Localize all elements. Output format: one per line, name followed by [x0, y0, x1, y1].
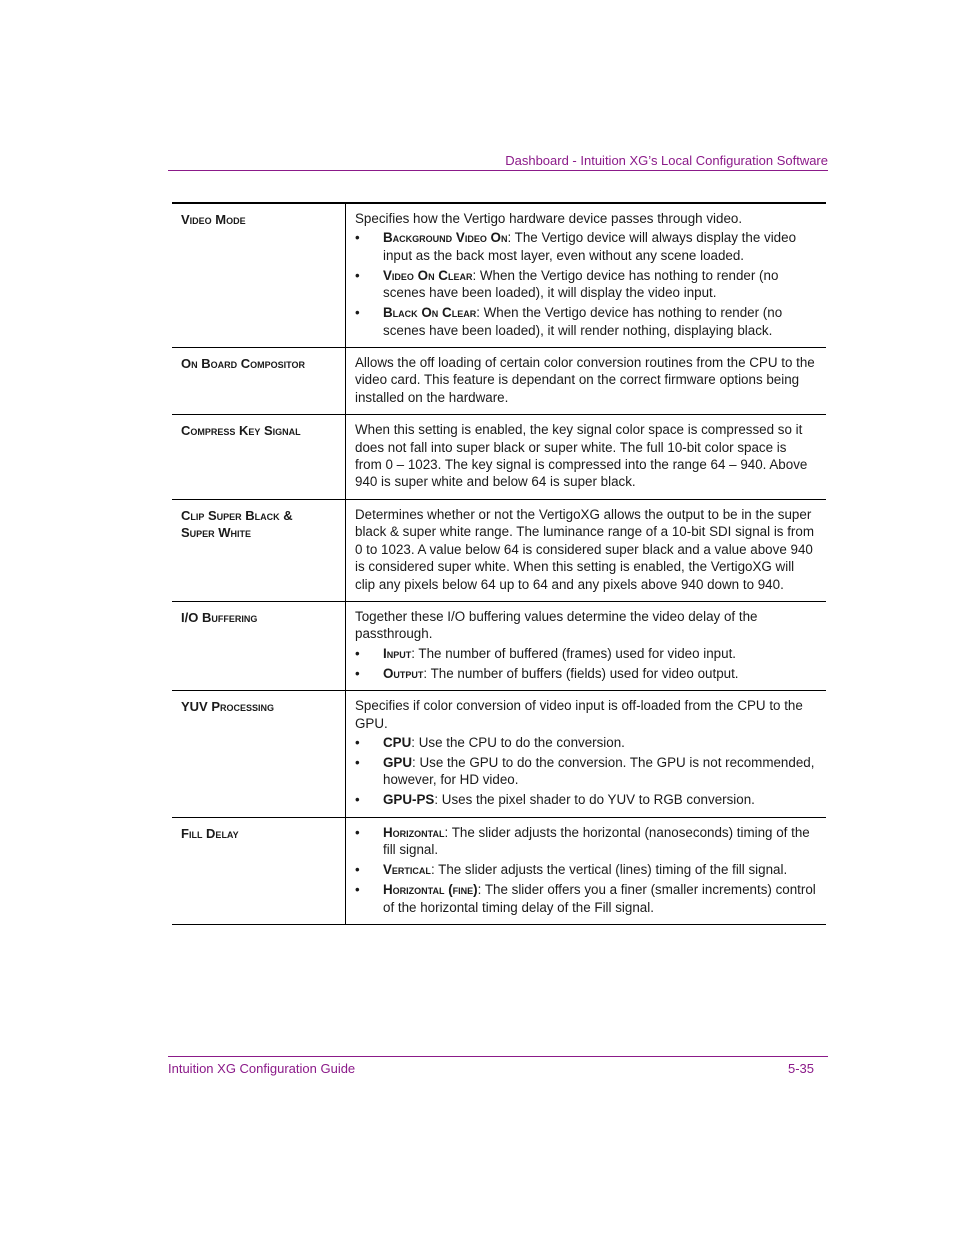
table-row [172, 204, 826, 348]
setting-term: Compress Key Signal [172, 415, 346, 499]
option-text: : The number of buffered (frames) used for video input. [411, 645, 737, 661]
running-footer [168, 1056, 828, 1076]
option-text: : When the Vertigo device has nothing to render (no scenes have been loaded), it will render nothing, displaying black. [383, 305, 783, 338]
option-term: Video On Clear [383, 267, 473, 283]
list-item [355, 267, 816, 302]
list-item [355, 791, 816, 808]
option-text: : Use the CPU to do the conversion. [411, 734, 625, 750]
option-term: CPU [383, 734, 412, 750]
page-number: 5-35 [787, 1061, 814, 1076]
running-header [168, 153, 828, 171]
footer-guide-title: Intuition XG Configuration Guide [168, 1061, 356, 1076]
setting-description [346, 818, 826, 924]
option-term: Horizontal (fine) [383, 882, 478, 898]
option-list [355, 734, 816, 809]
header-title: Dashboard - Intuition XG’s Local Configuration Software [505, 153, 828, 168]
option-term: GPU-PS [383, 792, 435, 808]
description-intro: Specifies if color conversion of video input is off-loaded from the CPU to the GPU. [355, 698, 803, 731]
description-intro: Specifies how the Vertigo hardware device passes through video. [355, 211, 743, 226]
option-text: : The slider offers you a finer (smaller increments) control of the horizontal timing delay of the Fill signal. [383, 882, 816, 915]
list-item [355, 304, 816, 339]
setting-term: Fill Delay [172, 818, 346, 924]
setting-term: YUV Processing [172, 691, 346, 817]
list-item [355, 229, 816, 264]
option-term: Input [383, 645, 412, 661]
setting-description [346, 500, 826, 601]
option-text: : The number of buffers (fields) used for video output. [423, 665, 739, 681]
list-item [355, 645, 816, 662]
setting-term: Video Mode [172, 204, 346, 347]
table-row [172, 818, 826, 925]
list-item [355, 665, 816, 682]
description-intro: When this setting is enabled, the key signal color space is compressed so it does not fall into super black or super white. The full 10-bit color space is from 0 – 1023. The key signal is compressed into the range 64 – 940. Above 940 is super white and below 64 is super black. [355, 422, 808, 490]
option-text: : Uses the pixel shader to do YUV to RGB conversion. [434, 792, 755, 808]
setting-description [346, 204, 826, 347]
description-intro: Allows the off loading of certain color conversion routines from the CPU to the video card. This feature is dependant on the correct firmware options being installed on the hardware. [355, 355, 815, 405]
option-term: Output [383, 665, 424, 681]
setting-term: Clip Super Black & Super White [172, 500, 346, 601]
option-term: GPU [383, 754, 413, 770]
option-text: : Use the GPU to do the conversion. The GPU is not recommended, however, for HD video. [383, 754, 815, 788]
table-row [172, 691, 826, 818]
table-row [172, 602, 826, 691]
option-list [355, 824, 816, 916]
table-row [172, 348, 826, 415]
list-item [355, 754, 816, 789]
option-term: Background Video On [383, 230, 508, 246]
table-row [172, 415, 826, 500]
setting-description [346, 602, 826, 690]
option-text: : When the Vertigo device has nothing to render (no scenes have been loaded), it will display the video input. [383, 267, 779, 301]
setting-description [346, 691, 826, 817]
description-intro: Together these I/O buffering values determine the video delay of the passthrough. [355, 608, 758, 642]
option-term: Black On Clear [383, 305, 477, 321]
option-list [355, 229, 816, 339]
setting-description [346, 415, 826, 499]
setting-term: On Board Compositor [172, 348, 346, 414]
table-row [172, 500, 826, 602]
option-term: Vertical [383, 862, 431, 878]
list-item [355, 881, 816, 916]
list-item [355, 861, 816, 878]
option-text: : The slider adjusts the horizontal (nanoseconds) timing of the fill signal. [383, 824, 810, 858]
setting-term: I/O Buffering [172, 602, 346, 690]
list-item [355, 734, 816, 751]
option-text: : The Vertigo device will always display the video input as the back most layer, even without any scene loaded. [383, 230, 797, 263]
description-intro: Determines whether or not the VertigoXG allows the output to be in the super black & super white range. The luminance range of a 10-bit SDI signal is from 0 to 1023. A value below 64 is considered super black and a value above 940 is considered super white. When this setting is enabled, the VertigoXG will clip any pixels below 64 up to 64 and any pixels above 940 down to 940. [355, 506, 814, 592]
option-text: : The slider adjusts the vertical (lines) timing of the fill signal. [430, 862, 788, 878]
option-list [355, 645, 816, 682]
setting-description [346, 348, 826, 414]
option-term: Horizontal [383, 824, 445, 840]
list-item [355, 824, 816, 859]
settings-table [172, 202, 826, 925]
